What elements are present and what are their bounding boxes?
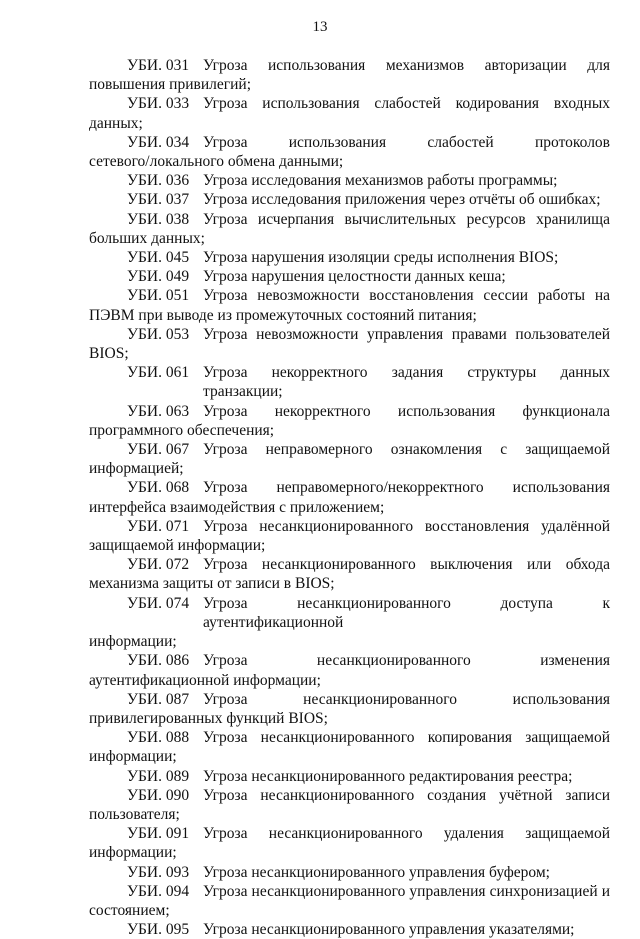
threat-first-line — [89, 690, 610, 709]
threat-title-continuation: повышения привилегий; — [89, 76, 252, 94]
threat-item — [89, 171, 610, 190]
threat-first-line — [89, 286, 610, 305]
threat-item — [89, 920, 610, 939]
threat-code: УБИ. 068 — [127, 479, 190, 497]
threat-code: УБИ. 090 — [127, 786, 190, 804]
threat-title-continuation: больших данных; — [89, 229, 205, 247]
threat-first-line — [89, 190, 610, 209]
threat-item — [89, 651, 610, 689]
threat-title-line: Угроза несанкционированного изменения — [203, 652, 610, 670]
threat-title-continuation: информацией; — [89, 460, 184, 478]
threat-first-line — [89, 651, 610, 670]
threat-first-line — [89, 478, 610, 497]
threat-title-line: Угроза нарушения изоляции среды исполнения BIOS; — [203, 249, 559, 267]
threat-title-continuation: информации; — [89, 633, 177, 651]
threat-title-continuation: ПЭВМ при выводе из промежуточных состояний питания; — [89, 306, 477, 324]
threat-first-line — [89, 517, 610, 536]
threat-first-line — [89, 56, 610, 75]
threat-code: УБИ. 033 — [127, 95, 190, 113]
threat-first-line — [89, 555, 610, 574]
threat-item — [89, 133, 610, 171]
threat-title-continuation: пользователя; — [89, 805, 180, 823]
threat-item — [89, 94, 610, 132]
threat-code: УБИ. 034 — [127, 133, 190, 151]
threat-title-line: Угроза несанкционированного доступа к аутентификационной — [203, 594, 610, 631]
threat-code: УБИ. 063 — [127, 402, 190, 420]
threat-item — [89, 210, 610, 248]
threat-first-line — [89, 882, 610, 901]
threat-item — [89, 440, 610, 478]
threat-first-line — [89, 94, 610, 113]
threat-title-continuation: механизма защиты от записи в BIOS; — [89, 575, 335, 593]
threat-title-line: Угроза исследования приложения через отчёты об ошибках; — [203, 191, 601, 209]
threat-first-line — [89, 325, 610, 344]
threat-item — [89, 56, 610, 94]
page-number: 13 — [312, 19, 328, 35]
threat-code: УБИ. 091 — [127, 825, 190, 843]
threat-item — [89, 325, 610, 363]
threat-code: УБИ. 045 — [127, 249, 190, 267]
threat-item — [89, 863, 610, 882]
threat-item — [89, 248, 610, 267]
threat-code: УБИ. 089 — [127, 767, 190, 785]
threat-first-line — [89, 863, 610, 882]
threat-title-line: Угроза несанкционированного удаления защищаемой — [203, 825, 610, 843]
threat-title-line: Угроза несанкционированного выключения или обхода — [203, 556, 610, 574]
threat-first-line — [89, 767, 610, 786]
threat-item — [89, 286, 610, 324]
threat-title-line: Угроза некорректного использования функционала — [203, 402, 610, 420]
threat-item — [89, 882, 610, 920]
threat-title-line: Угроза неправомерного ознакомления с защищаемой — [203, 441, 610, 459]
threat-title-continuation: аутентификационной информации; — [89, 671, 321, 689]
threat-item — [89, 824, 610, 862]
threat-first-line — [89, 440, 610, 459]
threat-first-line — [89, 171, 610, 190]
threat-title-line: Угроза несанкционированного создания учётной записи — [203, 786, 610, 804]
threat-title-continuation: данных; — [89, 114, 143, 132]
threat-item — [89, 767, 610, 786]
threat-title-line: Угроза использования слабостей кодирования входных — [203, 95, 610, 113]
threat-item — [89, 690, 610, 728]
threat-item — [89, 555, 610, 593]
threat-title-line: Угроза некорректного задания структуры данных транзакции; — [203, 364, 610, 401]
threat-title-line: Угроза несанкционированного редактирования реестра; — [203, 767, 573, 785]
threat-first-line — [89, 248, 610, 267]
threat-first-line — [89, 594, 610, 632]
threat-code: УБИ. 087 — [127, 690, 190, 708]
threat-title-line: Угроза невозможности восстановления сессии работы на — [203, 287, 610, 305]
threat-title-continuation: интерфейса взаимодействия с приложением; — [89, 498, 385, 516]
threat-item — [89, 363, 610, 401]
threat-title-continuation: программного обеспечения; — [89, 421, 275, 439]
threat-code: УБИ. 074 — [127, 594, 190, 612]
threat-item — [89, 517, 610, 555]
threat-title-line: Угроза использования слабостей протоколов — [203, 133, 610, 151]
threat-item — [89, 786, 610, 824]
threat-code: УБИ. 038 — [127, 210, 190, 228]
threat-title-line: Угроза нарушения целостности данных кеша; — [203, 268, 506, 286]
threat-code: УБИ. 071 — [127, 517, 190, 535]
threat-code: УБИ. 086 — [127, 652, 190, 670]
threat-title-line: Угроза несанкционированного управления указателями; — [203, 921, 575, 939]
threat-item — [89, 478, 610, 516]
threat-first-line — [89, 824, 610, 843]
threat-title-line: Угроза несанкционированного управления синхронизацией и — [203, 882, 610, 900]
threat-item — [89, 190, 610, 209]
threat-title-continuation: информации; — [89, 748, 177, 766]
threat-first-line — [89, 267, 610, 286]
threat-first-line — [89, 210, 610, 229]
threat-code: УБИ. 051 — [127, 287, 190, 305]
threat-title-continuation: информации; — [89, 844, 177, 862]
threat-item — [89, 402, 610, 440]
threat-title-continuation: защищаемой информации; — [89, 537, 266, 555]
threat-title-line: Угроза несанкционированного использования — [203, 690, 610, 708]
threat-code: УБИ. 031 — [127, 57, 190, 74]
threat-code: УБИ. 061 — [127, 364, 190, 382]
threat-title-continuation: BIOS; — [89, 345, 129, 363]
threat-code: УБИ. 095 — [127, 921, 190, 939]
threat-title-continuation: сетевого/локального обмена данными; — [89, 153, 344, 171]
threat-item — [89, 594, 610, 652]
threat-code: УБИ. 093 — [127, 863, 190, 881]
threat-code: УБИ. 094 — [127, 882, 190, 900]
threat-title-line: Угроза исследования механизмов работы программы; — [203, 172, 558, 190]
threat-title-line: Угроза невозможности управления правами пользователей — [203, 325, 610, 343]
threat-first-line — [89, 402, 610, 421]
threat-first-line — [89, 363, 610, 401]
threat-title-line: Угроза исчерпания вычислительных ресурсов хранилища — [203, 210, 610, 228]
threat-title-line: Угроза несанкционированного управления буфером; — [203, 863, 550, 881]
threat-first-line — [89, 786, 610, 805]
threat-title-continuation: состоянием; — [89, 901, 170, 919]
threat-title-line: Угроза неправомерного/некорректного использования — [203, 479, 610, 497]
threat-code: УБИ. 053 — [127, 325, 190, 343]
threat-title-line: Угроза несанкционированного восстановления удалённой — [203, 517, 610, 535]
threat-code: УБИ. 072 — [127, 556, 190, 574]
threat-item — [89, 728, 610, 766]
threat-code: УБИ. 049 — [127, 268, 190, 286]
threat-code: УБИ. 036 — [127, 172, 190, 190]
threat-list — [89, 56, 610, 939]
threat-title-line: Угроза использования механизмов авторизации для — [203, 57, 610, 74]
threat-first-line — [89, 133, 610, 152]
threat-code: УБИ. 067 — [127, 441, 190, 459]
threat-code: УБИ. 037 — [127, 191, 190, 209]
threat-item — [89, 267, 610, 286]
threat-code: УБИ. 088 — [127, 729, 190, 747]
threat-title-line: Угроза несанкционированного копирования защищаемой — [203, 729, 610, 747]
threat-first-line — [89, 920, 610, 939]
threat-first-line — [89, 728, 610, 747]
threat-title-continuation: привилегированных функций BIOS; — [89, 709, 328, 727]
